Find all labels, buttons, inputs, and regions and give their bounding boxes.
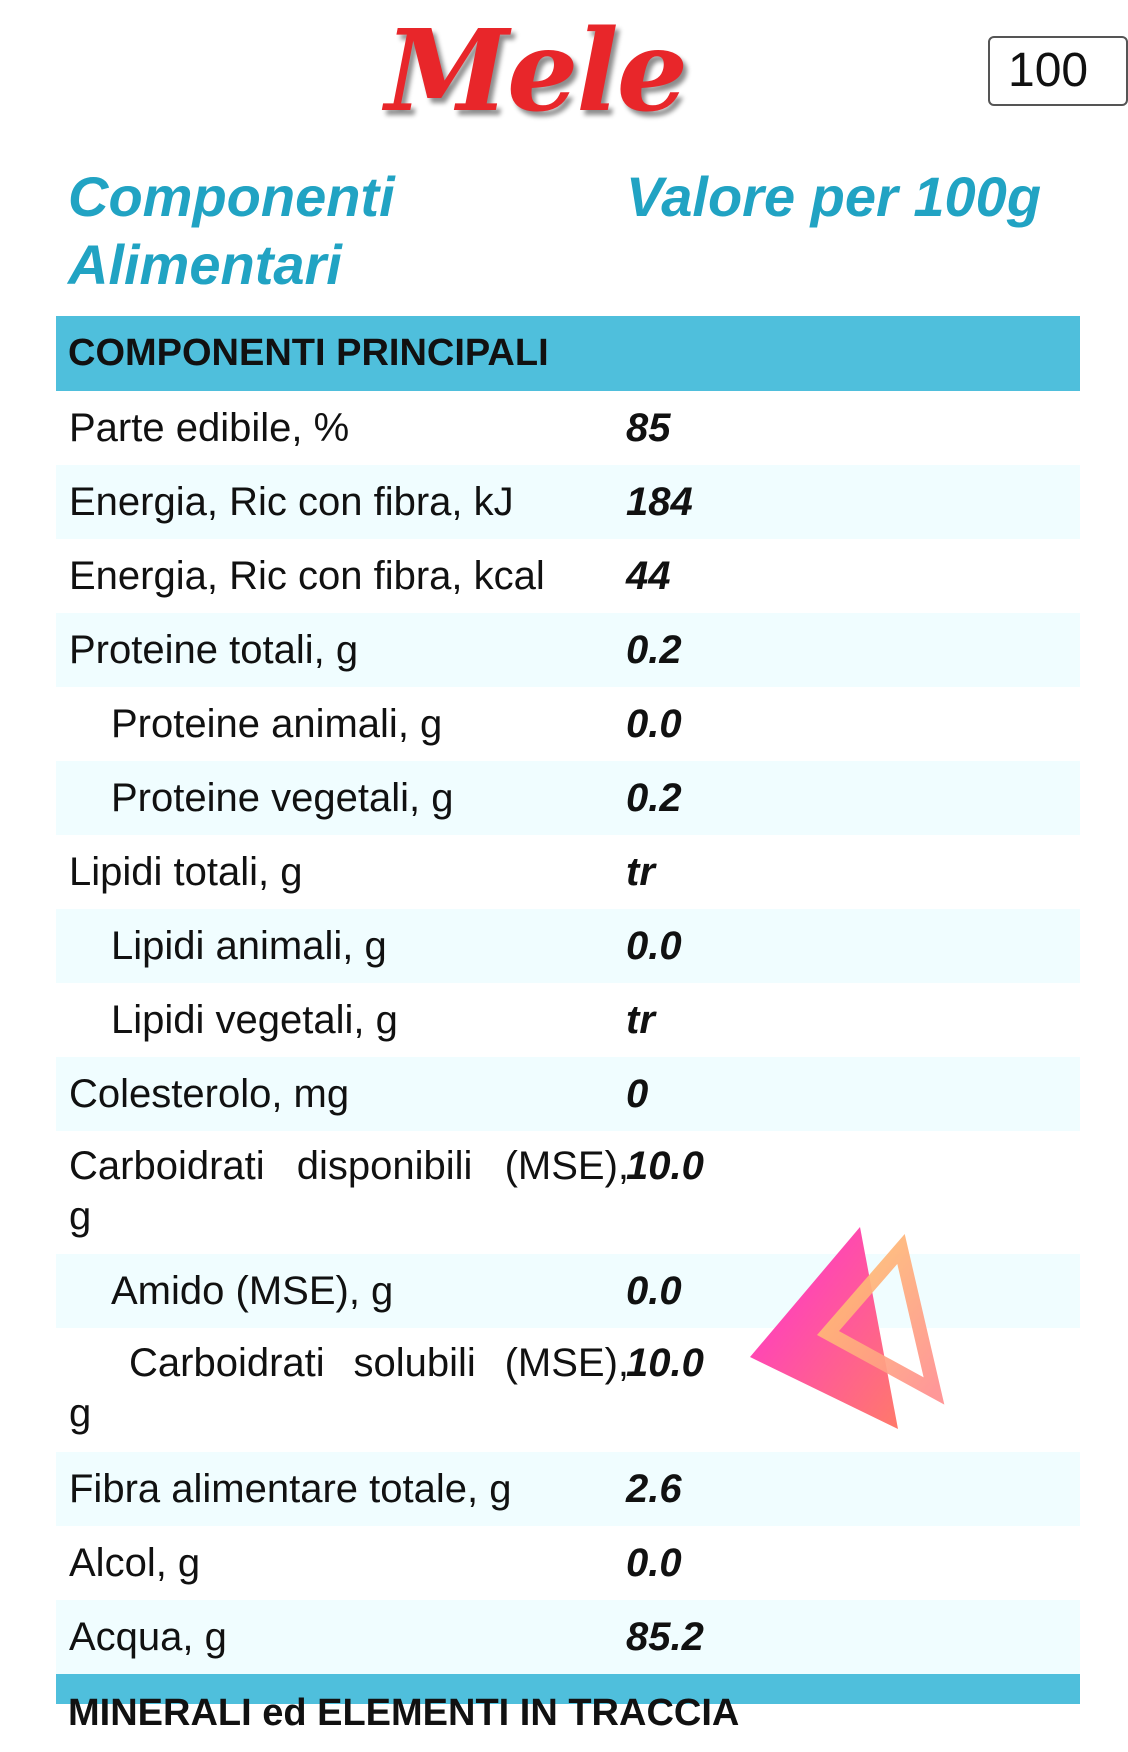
page-title: Mele [385, 6, 687, 137]
row-label: Energia, Ric con fibra, kJ [69, 480, 514, 524]
triangle-logo-icon[interactable] [748, 1225, 948, 1435]
table-row [56, 983, 1080, 1057]
table-row [56, 1057, 1080, 1131]
column-header-value: Valore per 100g [626, 165, 1042, 228]
section-header-minerals: MINERALI ed ELEMENTI IN TRACCIA [56, 1674, 1080, 1704]
row-label: Carboidrati disponibili (MSE), g [69, 1144, 629, 1238]
table-row [56, 687, 1080, 761]
table-row [56, 391, 1080, 465]
section-header-main: COMPONENTI PRINCIPALI [56, 316, 1080, 391]
row-value: 0.0 [626, 1269, 682, 1313]
table-row [56, 909, 1080, 983]
row-label: Lipidi animali, g [111, 924, 387, 968]
row-label: Acqua, g [69, 1615, 227, 1659]
row-value: 0.2 [626, 776, 682, 820]
row-label: Lipidi totali, g [69, 850, 303, 894]
row-value: 0.0 [626, 702, 682, 746]
table-row [56, 613, 1080, 687]
table-row [56, 1526, 1080, 1600]
row-value: tr [626, 998, 655, 1042]
row-value: 85 [626, 406, 671, 450]
table-row [56, 539, 1080, 613]
quantity-input[interactable]: 100 [988, 36, 1128, 106]
row-label: Carboidrati solubili (MSE), g [69, 1341, 629, 1435]
table-row [56, 761, 1080, 835]
row-label: Proteine animali, g [111, 702, 443, 746]
row-label: Alcol, g [69, 1541, 201, 1585]
row-label: Fibra alimentare totale, g [69, 1467, 512, 1511]
row-value: 0.0 [626, 1541, 682, 1585]
row-value: 10.0 [626, 1144, 704, 1188]
row-value: 184 [626, 480, 693, 524]
table-row [56, 465, 1080, 539]
row-value: 2.6 [626, 1467, 682, 1511]
table-row [56, 835, 1080, 909]
row-value: 0.0 [626, 924, 682, 968]
row-value: 85.2 [626, 1615, 704, 1659]
row-label: Parte edibile, % [69, 406, 350, 450]
row-label: Lipidi vegetali, g [111, 998, 398, 1042]
row-label: Colesterolo, mg [69, 1072, 350, 1116]
row-value: 44 [626, 554, 671, 598]
row-label: Amido (MSE), g [111, 1269, 394, 1313]
row-label: Energia, Ric con fibra, kcal [69, 554, 545, 598]
row-value: 0.2 [626, 628, 682, 672]
table-row [56, 1600, 1080, 1674]
row-value: 0 [626, 1072, 649, 1116]
row-label: Proteine vegetali, g [111, 776, 454, 820]
row-value: tr [626, 850, 655, 894]
row-value: 10.0 [626, 1341, 704, 1385]
row-label: Proteine totali, g [69, 628, 359, 672]
table-row [56, 1452, 1080, 1526]
nutrition-table [56, 316, 1080, 1734]
column-header-components: Componenti Alimentari [68, 165, 395, 296]
